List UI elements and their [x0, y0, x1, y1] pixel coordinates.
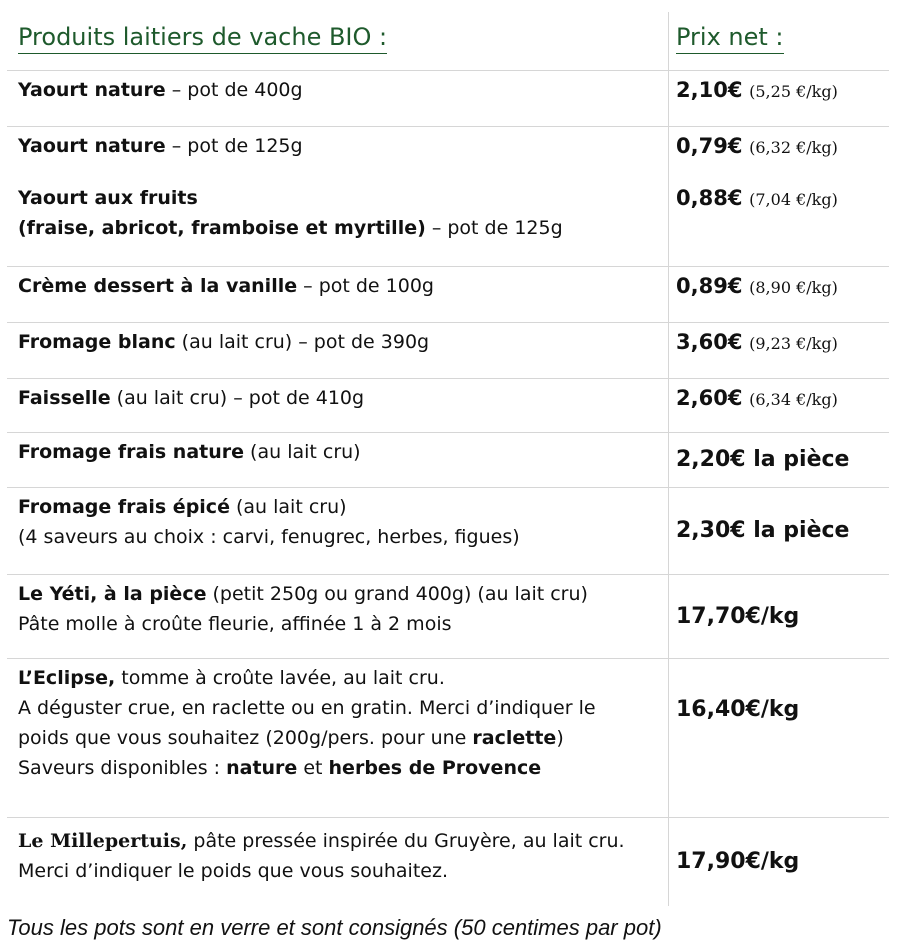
product-name: Faisselle: [18, 387, 111, 409]
table-row: [7, 659, 889, 818]
deposit-note: Tous les pots sont en verre et sont consignés (50 centimes par pot): [7, 915, 662, 940]
product-name: Crème dessert à la vanille: [18, 275, 298, 297]
product-price: 2,20€ la pièce: [676, 447, 850, 472]
price-per-kg: (5,25 €/kg): [749, 82, 838, 101]
product-detail: – pot de 125g: [165, 135, 303, 157]
price-heading: Prix net :: [676, 22, 784, 54]
product-detail: – pot de 125g: [425, 217, 563, 239]
product-name: Yaourt nature: [18, 135, 166, 157]
price-per-kg: (6,34 €/kg): [749, 390, 838, 409]
table-row: [7, 575, 889, 659]
product-name: Fromage blanc: [18, 331, 176, 353]
products-heading: Produits laitiers de vache BIO :: [18, 22, 387, 54]
price-per-kg: (9,23 €/kg): [749, 334, 838, 353]
flavours-label: Saveurs disponibles :: [18, 757, 227, 779]
product-name: Yaourt nature: [18, 79, 166, 101]
table-row: [7, 379, 889, 433]
product-detail: (petit 250g ou grand 400g) (au lait cru): [206, 583, 588, 605]
product-detail: (au lait cru) – pot de 390g: [175, 331, 430, 353]
product-price: 2,10€: [676, 78, 743, 102]
price-per-kg: (8,90 €/kg): [749, 278, 838, 297]
product-description: (4 saveurs au choix : carvi, fenugrec, herbes, figues): [18, 526, 520, 548]
highlight-raclette: raclette: [472, 727, 557, 749]
table-row: [7, 71, 889, 127]
table-row: [7, 433, 889, 488]
product-detail: (au lait cru) – pot de 410g: [110, 387, 365, 409]
product-detail: tomme à croûte lavée, au lait cru.: [115, 667, 445, 689]
product-description: A déguster crue, en raclette ou en gratin. Merci d’indiquer le: [18, 697, 596, 719]
product-price: 17,70€/kg: [676, 603, 800, 629]
product-detail: (au lait cru): [229, 496, 347, 518]
product-price: 16,40€/kg: [676, 697, 800, 722]
product-price: 2,60€: [676, 386, 743, 410]
product-price: 2,30€ la pièce: [676, 518, 850, 543]
product-name-line2: (fraise, abricot, framboise et myrtille): [18, 217, 426, 239]
product-name: Le Millepertuis,: [18, 830, 188, 852]
product-description: poids que vous souhaitez (200g/pers. pour une: [18, 727, 473, 749]
flavour-nature: nature: [226, 757, 298, 779]
price-table: [7, 12, 889, 906]
product-name: Fromage frais nature: [18, 441, 245, 463]
product-name: Fromage frais épicé: [18, 496, 230, 518]
product-detail: pâte pressée inspirée du Gruyère, au lait cru.: [187, 830, 625, 852]
product-description: Pâte molle à croûte fleurie, affinée 1 à 2 mois: [18, 613, 452, 635]
product-description: ): [556, 727, 564, 749]
flavour-herbes: herbes de Provence: [328, 757, 542, 779]
table-row: [7, 183, 889, 267]
product-description: Merci d’indiquer le poids que vous souhaitez.: [18, 860, 448, 882]
table-header: [7, 12, 889, 71]
product-price: 0,79€: [676, 134, 743, 158]
table-row: [7, 323, 889, 379]
product-name: L’Eclipse,: [18, 667, 116, 689]
product-name: Le Yéti, à la pièce: [18, 583, 207, 605]
product-detail: – pot de 100g: [297, 275, 434, 297]
product-price: 0,89€: [676, 274, 743, 298]
product-name: Yaourt aux fruits: [18, 187, 198, 209]
price-per-kg: (6,32 €/kg): [749, 138, 838, 157]
product-price: 0,88€: [676, 186, 743, 210]
product-detail: – pot de 400g: [165, 79, 303, 101]
product-price: 17,90€/kg: [676, 849, 800, 874]
product-price: 3,60€: [676, 330, 743, 354]
table-row: [7, 127, 889, 183]
table-row: [7, 488, 889, 575]
table-row: [7, 818, 889, 906]
table-row: [7, 267, 889, 323]
flavours-connector: et: [297, 757, 329, 779]
product-detail: (au lait cru): [244, 441, 361, 463]
price-per-kg: (7,04 €/kg): [749, 190, 838, 209]
